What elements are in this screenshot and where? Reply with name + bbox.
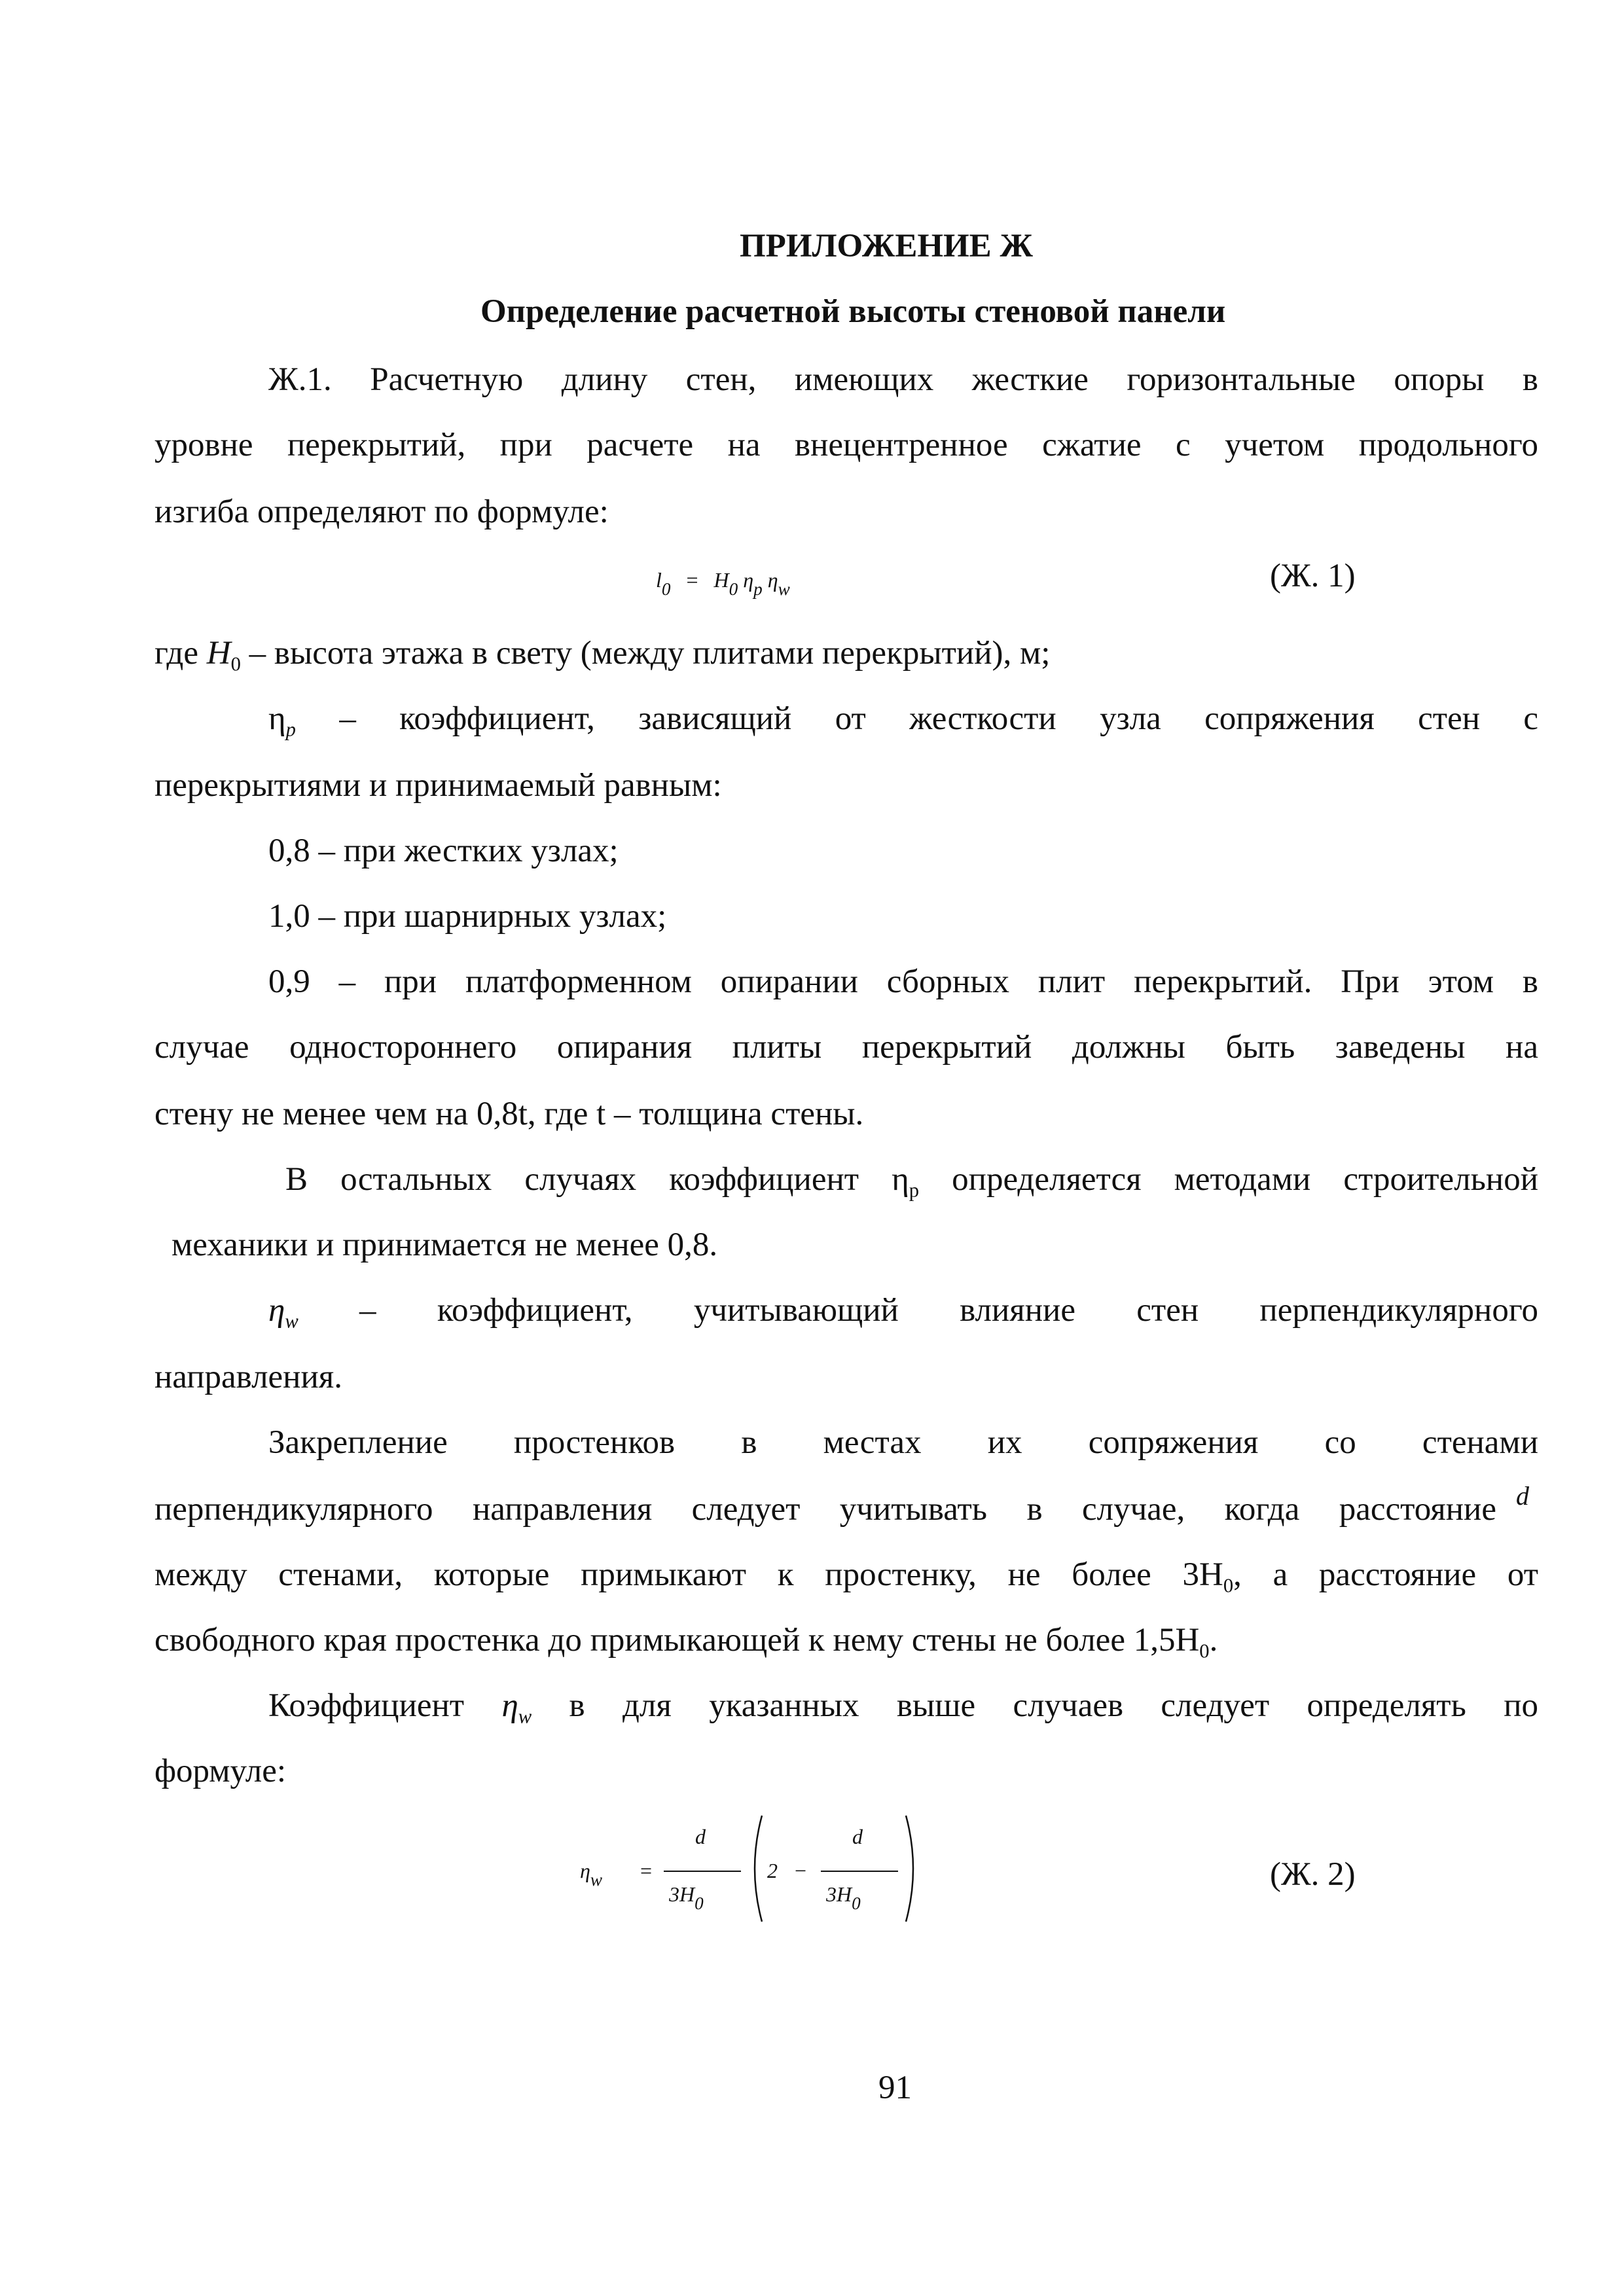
- value-0-9-line-1: 0,9 – при платформенном опирании сборных плит перекрытий. При этом в: [268, 963, 1538, 1000]
- fixing-line-4: свободного края простенка до примыкающей к нему стены не более $1,5H_0$.: [154, 1622, 1218, 1662]
- value-0-9-line-3: стену не менее чем на 0,8t, где t – толщина стены.: [154, 1096, 864, 1132]
- formula-2-fraction-bar-1: [664, 1871, 741, 1872]
- para-1-line-2: уровне перекрытий, при расчете на внецентренное сжатие с учетом продольного: [154, 427, 1538, 463]
- formula-2-right-paren: [903, 1813, 923, 1924]
- value-0-8: 0,8 – при жестких узлах;: [268, 833, 619, 869]
- fixing-d-symbol: d: [1516, 1481, 1529, 1511]
- formula-2-den-1: $3H_0$: [669, 1882, 704, 1914]
- eta-w-line-1: $\eta_w$ – коэффициент, учитывающий влияние стен перпендикулярного: [268, 1292, 1538, 1333]
- formula-2-two: 2: [767, 1859, 778, 1882]
- other-cases-line-1: В остальных случаях коэффициент $\eta_p$ определяется методами строительной: [285, 1161, 1538, 1202]
- fixing-line-3: между стенами, которые примыкают к простенку, не более $3H_0$, а расстояние от: [154, 1556, 1538, 1597]
- other-cases-line-2: механики и принимается не менее 0,8.: [171, 1227, 718, 1263]
- formula-2-number: (Ж. 2): [1270, 1856, 1356, 1893]
- page-number: 91: [878, 2070, 912, 2106]
- formula-1: $l_0 = H_0$ $\eta_p$ $\eta_w$: [656, 568, 790, 600]
- fixing-line-1: Закрепление простенков в местах их сопряжения со стенами: [268, 1424, 1538, 1461]
- para-1-line-3: изгиба определяют по формуле:: [154, 493, 609, 530]
- value-0-9-line-2: случае одностороннего опирания плиты перекрытий должны быть заведены на: [154, 1029, 1538, 1066]
- coef-line-2: формуле:: [154, 1753, 287, 1789]
- para-1-line-1: Ж.1. Расчетную длину стен, имеющих жесткие горизонтальные опоры в: [268, 361, 1538, 398]
- fixing-line-2: перпендикулярного направления следует учитывать в случае, когда расстояние: [154, 1491, 1496, 1528]
- appendix-title: Определение расчетной высоты стеновой панели: [480, 293, 1226, 330]
- appendix-heading: ПРИЛОЖЕНИЕ Ж: [740, 228, 1033, 264]
- formula-2-eta: $\eta_w$: [580, 1859, 603, 1890]
- eta-w-line-2: направления.: [154, 1359, 342, 1395]
- formula-2-num-1: d: [695, 1825, 706, 1848]
- formula-2-minus: −: [795, 1859, 807, 1882]
- formula-2-num-2: d: [852, 1825, 863, 1848]
- formula-2-fraction-bar-2: [821, 1871, 898, 1872]
- eta-p-line-1: $\eta_p$ – коэффициент, зависящий от жесткости узла сопряжения стен с: [268, 700, 1538, 741]
- formula-2-equals: =: [640, 1859, 653, 1882]
- eta-p-line-2: перекрытиями и принимаемый равным:: [154, 767, 722, 804]
- formula-2-left-paren: [745, 1813, 765, 1924]
- coef-line-1: Коэффициент $\eta_w$ в для указанных выше случаев следует определять по: [268, 1687, 1538, 1728]
- formula-1-number: (Ж. 1): [1270, 558, 1356, 594]
- value-1-0: 1,0 – при шарнирных узлах;: [268, 898, 667, 935]
- where-h0-line: где $H_0$ – высота этажа в свету (между плитами перекрытий), м;: [154, 635, 1051, 675]
- formula-2-den-2: $3H_0$: [826, 1882, 861, 1914]
